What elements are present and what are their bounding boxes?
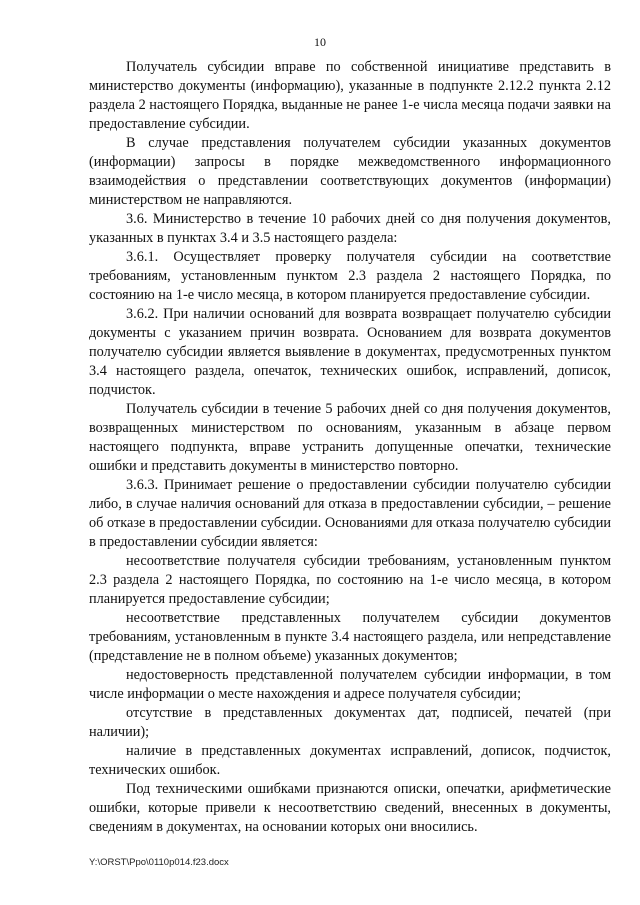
paragraph-2: В случае представления получателем субсидии указанных документов (информации) запросы в порядке межведомственного информационного взаимодействия о представлении соответствующих документов (информации) министерством не направляются. [89,135,611,208]
paragraph-3-6-1: 3.6.1. Осуществляет проверку получателя субсидии на соответствие требованиям, установленным пунктом 2.3 раздела 2 настоящего Порядка, по состоянию на 1-е число месяца, в котором планируется предоставление субсидии. [89,249,611,303]
paragraph-1: Получатель субсидии вправе по собственной инициативе представить в министерство документы (информацию), указанные в подпункте 2.12.2 пункта 2.12 раздела 2 настоящего Порядка, выданные не ранее 1-е числа месяца подачи заявки на предоставление субсидии. [89,59,611,132]
refusal-ground-4: отсутствие в представленных документах дат, подписей, печатей (при наличии); [89,705,611,740]
refusal-ground-2: несоответствие представленных получателем субсидии документов требованиям, установленным в пункте 3.4 настоящего раздела, или непредставление (представление не в полном объеме) указанных документов; [89,610,611,664]
refusal-ground-3: недостоверность представленной получателем субсидии информации, в том числе информации о месте нахождения и адресе получателя субсидии; [89,667,611,702]
technical-errors-definition: Под техническими ошибками признаются описки, опечатки, арифметические ошибки, которые привели к несоответствию сведений, внесенных в документы, сведениям в документах, на основании которых они вносились. [89,781,611,835]
paragraph-3-6-2: 3.6.2. При наличии оснований для возврата возвращает получателю субсидии документы с указанием причин возврата. Основанием для возврата документов получателю субсидии является выявление в документах, предусмотренных пунктом 3.4 настоящего раздела, опечаток, технических ошибок, исправлений, дописок, подчисток. [89,306,611,398]
paragraph-3-6-3: 3.6.3. Принимает решение о предоставлении субсидии получателю субсидии либо, в случае наличия оснований для отказа в предоставлении субсидии, – решение об отказе в предоставлении субсидии. Основаниями для отказа получателю субсидии в предоставлении субсидии является: [89,477,611,550]
paragraph-3-6: 3.6. Министерство в течение 10 рабочих дней со дня получения документов, указанных в пунктах 3.4 и 3.5 настоящего раздела: [89,211,611,246]
page-number: 10 [314,35,326,49]
document-body [89,58,611,837]
paragraph-resubmission: Получатель субсидии в течение 5 рабочих дней со дня получения документов, возвращенных министерством по основаниям, указанным в абзаце первом настоящего подпункта, вправе устранить допущенные опечатки, технические ошибки и представить документы в министерство повторно. [89,401,611,474]
refusal-ground-5: наличие в представленных документах исправлений, дописок, подчисток, технических ошибок. [89,743,611,778]
refusal-ground-1: несоответствие получателя субсидии требованиям, установленным пунктом 2.3 раздела 2 настоящего Порядка, по состоянию на 1-е число месяца, в котором планируется предоставление субсидии; [89,553,611,607]
footer-file-path: Y:\ORST\Ppo\0110p014.f23.docx [89,857,229,868]
